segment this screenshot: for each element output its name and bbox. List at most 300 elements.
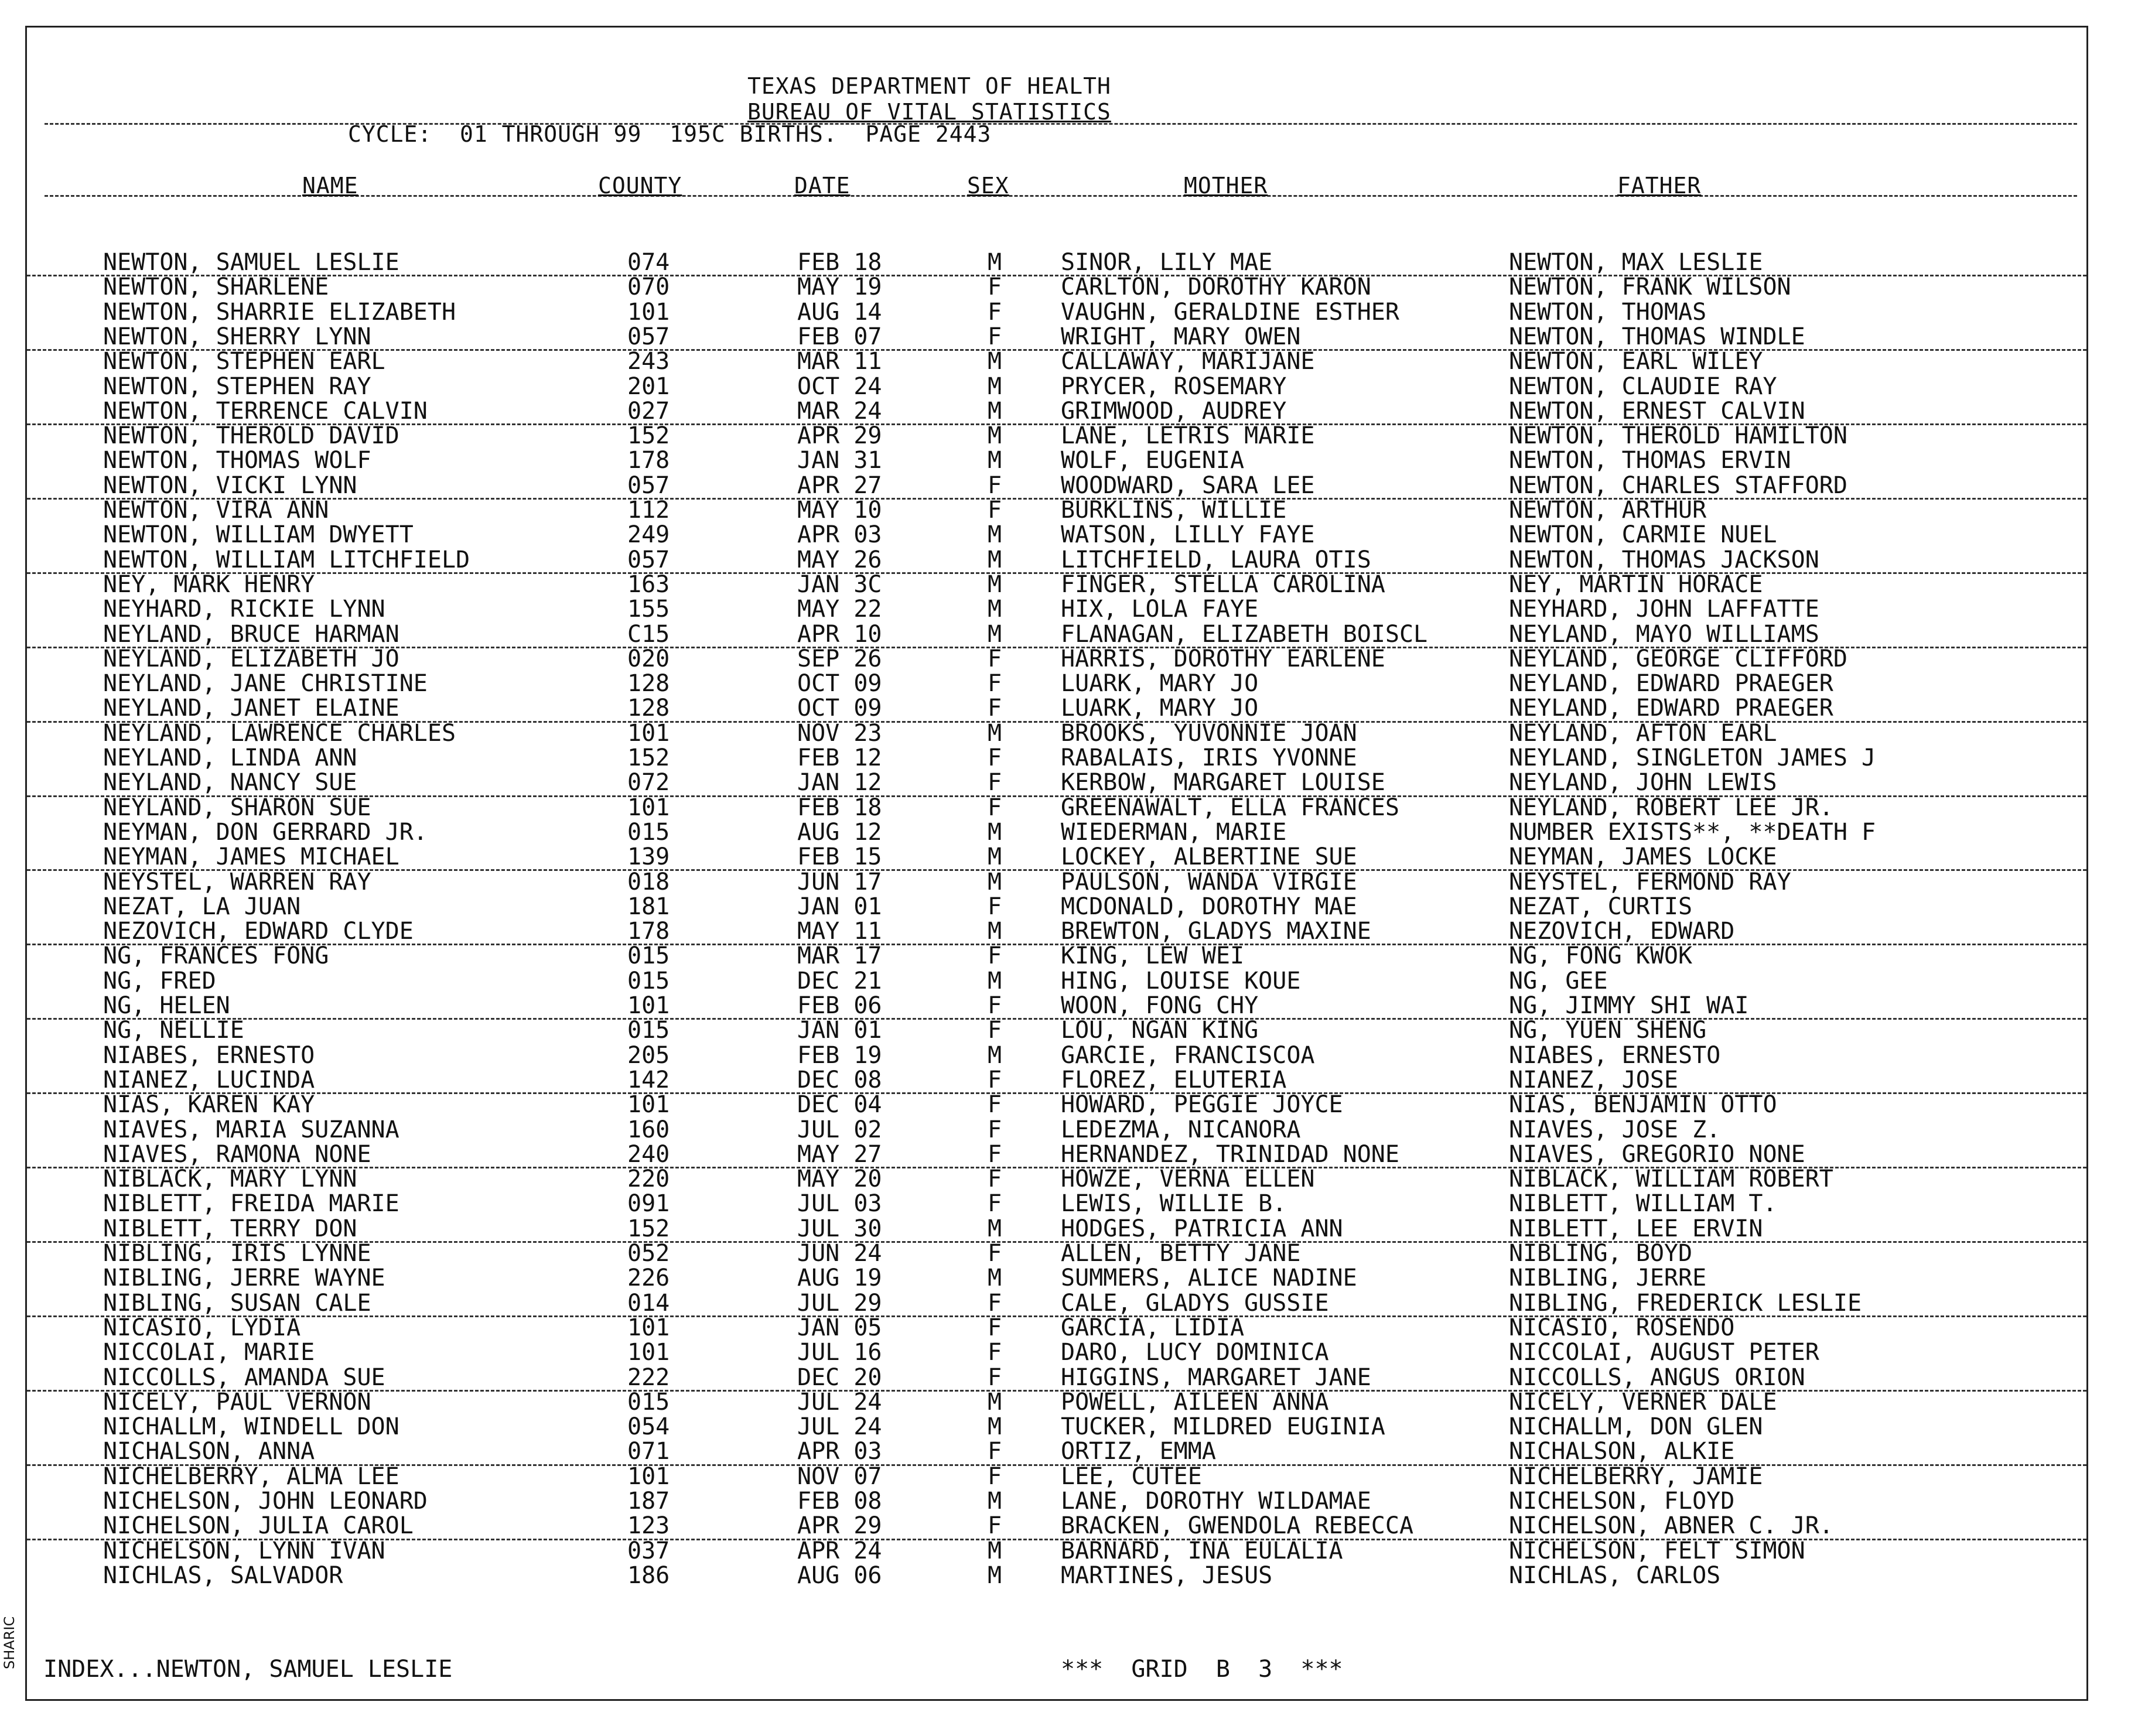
record-county: 201	[627, 373, 670, 400]
record-sex: F	[988, 1314, 1002, 1341]
record-mother: ORTIZ, EMMA	[1061, 1438, 1216, 1465]
footer-index: INDEX...NEWTON, SAMUEL LESLIE	[43, 1656, 453, 1683]
record-name: NEYLAND, ELIZABETH JO	[103, 645, 399, 672]
record-sex: M	[988, 1488, 1002, 1515]
record-date: NOV 23	[797, 719, 882, 747]
record-sex: M	[988, 1388, 1002, 1416]
record-name: NICHLAS, SALVADOR	[103, 1561, 343, 1589]
record-mother: KERBOW, MARGARET LOUISE	[1061, 769, 1385, 797]
table-row	[27, 696, 2086, 722]
record-father: NEYHARD, JOHN LAFFATTE	[1509, 596, 1819, 623]
record-name: NEYLAND, LINDA ANN	[103, 744, 357, 771]
record-father: NICHELBERRY, JAMIE	[1509, 1462, 1763, 1490]
record-sex: M	[988, 596, 1002, 623]
record-county: 226	[627, 1265, 670, 1292]
record-mother: CALE, GLADYS GUSSIE	[1061, 1289, 1329, 1317]
record-sex: M	[988, 570, 1002, 598]
record-name: NICHELSON, JULIA CAROL	[103, 1512, 414, 1540]
record-county: 152	[627, 422, 670, 450]
record-county: 027	[627, 397, 670, 425]
record-sex: F	[988, 769, 1002, 797]
record-county: 101	[627, 1339, 670, 1366]
table-row	[27, 275, 2086, 299]
col-header-date: DATE	[794, 173, 851, 199]
col-header-father: FATHER	[1617, 173, 1702, 199]
record-county: 018	[627, 868, 670, 896]
table-row	[27, 1539, 2086, 1563]
record-sex: M	[988, 918, 1002, 945]
record-date: AUG 06	[797, 1561, 882, 1589]
record-date: APR 03	[797, 1438, 882, 1465]
record-father: NEYLAND, EDWARD PRAEGER	[1509, 695, 1833, 722]
record-father: NEWTON, THOMAS JACKSON	[1509, 546, 1819, 573]
record-county: 181	[627, 893, 670, 920]
record-mother: LUARK, MARY JO	[1061, 695, 1259, 722]
record-father: NUMBER EXISTS**, **DEATH F	[1509, 818, 1876, 846]
record-sex: M	[988, 373, 1002, 400]
record-father: NICCOLLS, ANGUS ORION	[1509, 1363, 1805, 1391]
record-sex: M	[988, 620, 1002, 648]
table-row	[27, 845, 2086, 871]
record-county: 052	[627, 1240, 670, 1267]
record-mother: HIGGINS, MARGARET JANE	[1061, 1363, 1371, 1391]
record-mother: LANE, LETRIS MARIE	[1061, 422, 1315, 450]
record-name: NIBLETT, TERRY DON	[103, 1215, 357, 1242]
record-father: NEYLAND, JOHN LEWIS	[1509, 769, 1777, 797]
record-name: NICASIO, LYDIA	[103, 1314, 301, 1341]
record-date: APR 03	[797, 521, 882, 549]
col-header-mother: MOTHER	[1184, 173, 1268, 199]
record-county: 220	[627, 1166, 670, 1193]
record-mother: BARNARD, INA EULALIA	[1061, 1537, 1343, 1564]
record-name: NG, FRED	[103, 967, 216, 995]
record-county: 015	[627, 967, 670, 995]
record-mother: GREENAWALT, ELLA FRANCES	[1061, 794, 1399, 821]
record-date: JUL 16	[797, 1339, 882, 1366]
record-county: 186	[627, 1561, 670, 1589]
record-county: 015	[627, 818, 670, 846]
table-row	[27, 1043, 2086, 1068]
record-date: APR 29	[797, 1512, 882, 1540]
record-father: NEYLAND, EDWARD PRAEGER	[1509, 670, 1833, 698]
table-row	[27, 324, 2086, 351]
record-sex: M	[988, 1215, 1002, 1242]
record-mother: BURKLINS, WILLIE	[1061, 497, 1287, 524]
table-row	[27, 1439, 2086, 1465]
record-county: 112	[627, 497, 670, 524]
table-row	[27, 423, 2086, 448]
record-mother: HERNANDEZ, TRINIDAD NONE	[1061, 1140, 1399, 1168]
table-row	[27, 944, 2086, 968]
record-name: NEYMAN, DON GERRARD JR.	[103, 818, 428, 846]
table-row	[27, 1563, 2086, 1588]
record-name: NIABES, ERNESTO	[103, 1041, 315, 1069]
record-mother: WIEDERMAN, MARIE	[1061, 818, 1287, 846]
record-father: NG, FONG KWOK	[1509, 942, 1693, 970]
record-mother: HOWZE, VERNA ELLEN	[1061, 1166, 1315, 1193]
record-name: NIBLING, SUSAN CALE	[103, 1289, 371, 1317]
record-name: NICHELSON, LYNN IVAN	[103, 1537, 385, 1564]
record-sex: M	[988, 447, 1002, 474]
record-name: NEY, MARK HENRY	[103, 570, 315, 598]
record-sex: F	[988, 1017, 1002, 1044]
record-county: 015	[627, 1017, 670, 1044]
record-sex: F	[988, 942, 1002, 970]
record-date: AUG 14	[797, 298, 882, 326]
record-county: 070	[627, 274, 670, 301]
record-date: APR 10	[797, 620, 882, 648]
record-name: NEWTON, WILLIAM DWYETT	[103, 521, 414, 549]
record-mother: GRIMWOOD, AUDREY	[1061, 397, 1287, 425]
table-row	[27, 349, 2086, 374]
table-row	[27, 770, 2086, 797]
record-county: 101	[627, 1314, 670, 1341]
record-mother: WOODWARD, SARA LEE	[1061, 471, 1315, 499]
record-father: NEWTON, THOMAS WINDLE	[1509, 323, 1805, 350]
record-name: NIBLETT, FREIDA MARIE	[103, 1190, 399, 1218]
record-sex: M	[988, 397, 1002, 425]
record-name: NIAVES, MARIA SUZANNA	[103, 1116, 399, 1143]
record-father: NICCOLAI, AUGUST PETER	[1509, 1339, 1819, 1366]
record-name: NG, FRANCES FONG	[103, 942, 329, 970]
record-sex: M	[988, 422, 1002, 450]
record-mother: GARCIE, FRANCISCOA	[1061, 1041, 1315, 1069]
record-father: NIABES, ERNESTO	[1509, 1041, 1721, 1069]
record-date: JAN 01	[797, 1017, 882, 1044]
record-father: NG, GEE	[1509, 967, 1608, 995]
record-father: NEWTON, FRANK WILSON	[1509, 274, 1791, 301]
record-father: NIBLACK, WILLIAM ROBERT	[1509, 1166, 1833, 1193]
record-mother: MARTINES, JESUS	[1061, 1561, 1273, 1589]
record-name: NEYLAND, JANET ELAINE	[103, 695, 399, 722]
record-father: NG, YUEN SHENG	[1509, 1017, 1707, 1044]
record-sex: F	[988, 1116, 1002, 1143]
record-sex: F	[988, 670, 1002, 698]
record-date: JUL 03	[797, 1190, 882, 1218]
record-sex: F	[988, 794, 1002, 821]
record-father: NICHLAS, CARLOS	[1509, 1561, 1721, 1589]
record-sex: F	[988, 1289, 1002, 1317]
record-sex: F	[988, 1363, 1002, 1391]
record-mother: SUMMERS, ALICE NADINE	[1061, 1265, 1357, 1292]
table-row	[27, 597, 2086, 621]
record-father: NEYMAN, JAMES LOCKE	[1509, 843, 1777, 871]
record-name: NG, NELLIE	[103, 1017, 244, 1044]
record-sex: M	[988, 843, 1002, 871]
table-row	[27, 374, 2086, 399]
record-date: MAY 27	[797, 1140, 882, 1168]
record-mother: LOU, NGAN KING	[1061, 1017, 1259, 1044]
record-sex: M	[988, 1265, 1002, 1292]
record-date: NOV 07	[797, 1462, 882, 1490]
record-father: NEWTON, THOMAS	[1509, 298, 1707, 326]
footer-grid: *** GRID B 3 ***	[1061, 1656, 1343, 1683]
record-father: NEY, MARTIN HORACE	[1509, 570, 1763, 598]
record-date: JUN 24	[797, 1240, 882, 1267]
record-county: 249	[627, 521, 670, 549]
record-mother: FLANAGAN, ELIZABETH BOISCL	[1061, 620, 1428, 648]
record-mother: SINOR, LILY MAE	[1061, 249, 1273, 276]
table-row	[27, 1464, 2086, 1489]
table-row	[27, 969, 2086, 993]
record-sex: F	[988, 274, 1002, 301]
record-county: 054	[627, 1413, 670, 1441]
record-father: NEYLAND, SINGLETON JAMES J	[1509, 744, 1876, 771]
record-date: JUL 24	[797, 1388, 882, 1416]
record-mother: PAULSON, WANDA VIRGIE	[1061, 868, 1357, 896]
record-father: NEWTON, THEROLD HAMILTON	[1509, 422, 1847, 450]
record-mother: BREWTON, GLADYS MAXINE	[1061, 918, 1371, 945]
record-date: AUG 12	[797, 818, 882, 846]
record-father: NEWTON, CARMIE NUEL	[1509, 521, 1777, 549]
record-name: NEWTON, SAMUEL LESLIE	[103, 249, 399, 276]
record-name: NICCOLLS, AMANDA SUE	[103, 1363, 385, 1391]
table-row	[27, 1167, 2086, 1191]
record-father: NIANEZ, JOSE	[1509, 1066, 1678, 1093]
table-row	[27, 870, 2086, 894]
record-date: FEB 15	[797, 843, 882, 871]
record-name: NEYSTEL, WARREN RAY	[103, 868, 371, 896]
record-date: OCT 24	[797, 373, 882, 400]
record-mother: FLOREZ, ELUTERIA	[1061, 1066, 1287, 1093]
record-sex: M	[988, 348, 1002, 375]
record-date: FEB 07	[797, 323, 882, 350]
record-county: 152	[627, 744, 670, 771]
record-county: 152	[627, 1215, 670, 1242]
record-father: NEWTON, CHARLES STAFFORD	[1509, 471, 1847, 499]
record-father: NEWTON, ERNEST CALVIN	[1509, 397, 1805, 425]
record-county: 020	[627, 645, 670, 672]
record-date: MAR 24	[797, 397, 882, 425]
record-date: FEB 18	[797, 794, 882, 821]
record-name: NEWTON, TERRENCE CALVIN	[103, 397, 428, 425]
record-father: NICHELSON, ABNER C. JR.	[1509, 1512, 1833, 1540]
record-sex: F	[988, 1091, 1002, 1119]
record-mother: LEE, CUTEE	[1061, 1462, 1202, 1490]
record-date: JUN 17	[797, 868, 882, 896]
table-row	[27, 1266, 2086, 1290]
table-row	[27, 1142, 2086, 1168]
record-sex: M	[988, 1537, 1002, 1564]
record-name: NEWTON, SHARLENE	[103, 274, 329, 301]
record-name: NICHALSON, ANNA	[103, 1438, 315, 1465]
record-sex: M	[988, 546, 1002, 573]
record-mother: HODGES, PATRICIA ANN	[1061, 1215, 1343, 1242]
record-sex: F	[988, 497, 1002, 524]
record-mother: LANE, DOROTHY WILDAMAE	[1061, 1488, 1371, 1515]
record-county: 015	[627, 1388, 670, 1416]
record-county: 178	[627, 918, 670, 945]
record-county: 101	[627, 1462, 670, 1490]
table-row	[27, 1315, 2086, 1340]
record-date: DEC 08	[797, 1066, 882, 1093]
record-date: JUL 29	[797, 1289, 882, 1317]
col-header-county: COUNTY	[598, 173, 682, 199]
record-sex: F	[988, 471, 1002, 499]
table-row	[27, 1092, 2086, 1117]
record-county: 072	[627, 769, 670, 797]
record-county: 101	[627, 992, 670, 1019]
table-row	[27, 1118, 2086, 1142]
record-name: NEWTON, STEPHEN EARL	[103, 348, 385, 375]
table-row	[27, 473, 2086, 500]
record-name: NEYLAND, LAWRENCE CHARLES	[103, 719, 456, 747]
header-subtitle: BUREAU OF VITAL STATISTICS	[747, 99, 1111, 125]
table-row	[27, 498, 2086, 522]
record-date: MAR 17	[797, 942, 882, 970]
table-row	[27, 1068, 2086, 1094]
record-sex: F	[988, 1339, 1002, 1366]
record-father: NEZOVICH, EDWARD	[1509, 918, 1735, 945]
record-county: 187	[627, 1488, 670, 1515]
table-row	[27, 647, 2086, 671]
table-row	[27, 1390, 2086, 1414]
record-father: NEYSTEL, FERMOND RAY	[1509, 868, 1791, 896]
record-sex: F	[988, 893, 1002, 920]
record-name: NEYLAND, NANCY SUE	[103, 769, 357, 797]
table-row	[27, 746, 2086, 770]
record-father: NG, JIMMY SHI WAI	[1509, 992, 1749, 1019]
record-name: NICHELBERRY, ALMA LEE	[103, 1462, 399, 1490]
record-name: NEYMAN, JAMES MICHAEL	[103, 843, 399, 871]
table-row	[27, 1489, 2086, 1513]
record-father: NEYLAND, ROBERT LEE JR.	[1509, 794, 1833, 821]
record-mother: POWELL, AILEEN ANNA	[1061, 1388, 1329, 1416]
record-father: NIBLETT, LEE ERVIN	[1509, 1215, 1763, 1242]
table-row	[27, 894, 2086, 919]
record-county: 101	[627, 719, 670, 747]
record-date: APR 29	[797, 422, 882, 450]
table-row	[27, 1414, 2086, 1439]
record-county: 091	[627, 1190, 670, 1218]
record-sex: M	[988, 1041, 1002, 1069]
record-mother: WOON, FONG CHY	[1061, 992, 1259, 1019]
record-name: NICHELSON, JOHN LEONARD	[103, 1488, 428, 1515]
record-name: NEWTON, THEROLD DAVID	[103, 422, 399, 450]
record-date: AUG 19	[797, 1265, 882, 1292]
record-name: NEYLAND, BRUCE HARMAN	[103, 620, 399, 648]
table-row	[27, 721, 2086, 746]
table-row	[27, 820, 2086, 845]
record-sex: M	[988, 249, 1002, 276]
record-date: FEB 12	[797, 744, 882, 771]
table-row	[27, 1216, 2086, 1243]
record-county: 163	[627, 570, 670, 598]
record-father: NIAVES, GREGORIO NONE	[1509, 1140, 1805, 1168]
record-mother: DARO, LUCY DOMINICA	[1061, 1339, 1329, 1366]
table-row	[27, 300, 2086, 324]
record-father: NICHELSON, FELT SIMON	[1509, 1537, 1805, 1564]
record-date: FEB 06	[797, 992, 882, 1019]
record-county: 128	[627, 670, 670, 698]
record-mother: MCDONALD, DOROTHY MAE	[1061, 893, 1357, 920]
record-county: 071	[627, 1438, 670, 1465]
record-name: NEWTON, WILLIAM LITCHFIELD	[103, 546, 470, 573]
record-mother: BROOKS, YUVONNIE JOAN	[1061, 719, 1357, 747]
record-date: JAN 01	[797, 893, 882, 920]
record-mother: LITCHFIELD, LAURA OTIS	[1061, 546, 1371, 573]
record-county: 057	[627, 471, 670, 499]
record-father: NEYLAND, GEORGE CLIFFORD	[1509, 645, 1847, 672]
record-date: MAY 20	[797, 1166, 882, 1193]
record-mother: KING, LEW WEI	[1061, 942, 1245, 970]
record-date: MAY 19	[797, 274, 882, 301]
record-father: NEYLAND, AFTON EARL	[1509, 719, 1777, 747]
record-mother: CALLAWAY, MARIJANE	[1061, 348, 1315, 375]
page-frame	[25, 26, 2088, 1701]
record-sex: M	[988, 1413, 1002, 1441]
record-father: NEYLAND, MAYO WILLIAMS	[1509, 620, 1819, 648]
record-date: JUL 02	[797, 1116, 882, 1143]
table-row	[27, 1513, 2086, 1540]
table-row	[27, 1018, 2086, 1043]
record-name: NEYHARD, RICKIE LYNN	[103, 596, 385, 623]
side-label: SHARIC	[1, 1616, 18, 1669]
record-county: 142	[627, 1066, 670, 1093]
record-date: DEC 20	[797, 1363, 882, 1391]
record-date: FEB 08	[797, 1488, 882, 1515]
table-row	[27, 548, 2086, 574]
record-date: JAN 05	[797, 1314, 882, 1341]
record-name: NICCOLAI, MARIE	[103, 1339, 315, 1366]
record-county: 222	[627, 1363, 670, 1391]
cycle-line: CYCLE: 01 THROUGH 99 195C BIRTHS. PAGE 2443	[348, 121, 992, 147]
record-sex: F	[988, 1438, 1002, 1465]
record-sex: F	[988, 744, 1002, 771]
record-mother: HARRIS, DOROTHY EARLENE	[1061, 645, 1385, 672]
record-date: OCT 09	[797, 670, 882, 698]
record-sex: M	[988, 868, 1002, 896]
record-father: NIBLING, JERRE	[1509, 1265, 1707, 1292]
record-county: 014	[627, 1289, 670, 1317]
table-row	[27, 522, 2086, 547]
record-sex: F	[988, 645, 1002, 672]
record-date: JAN 3C	[797, 570, 882, 598]
record-county: 243	[627, 348, 670, 375]
record-date: DEC 04	[797, 1091, 882, 1119]
record-county: 128	[627, 695, 670, 722]
record-father: NIBLING, FREDERICK LESLIE	[1509, 1289, 1862, 1317]
record-date: MAY 22	[797, 596, 882, 623]
record-mother: HIX, LOLA FAYE	[1061, 596, 1259, 623]
record-name: NEYLAND, JANE CHRISTINE	[103, 670, 428, 698]
record-date: JAN 31	[797, 447, 882, 474]
table-row	[27, 671, 2086, 696]
record-father: NIBLETT, WILLIAM T.	[1509, 1190, 1777, 1218]
record-date: JUL 24	[797, 1413, 882, 1441]
record-mother: BRACKEN, GWENDOLA REBECCA	[1061, 1512, 1414, 1540]
header-title: TEXAS DEPARTMENT OF HEALTH	[747, 73, 1111, 99]
record-name: NEWTON, VICKI LYNN	[103, 471, 357, 499]
record-sex: F	[988, 1512, 1002, 1540]
record-county: 101	[627, 298, 670, 326]
record-mother: PRYCER, ROSEMARY	[1061, 373, 1287, 400]
record-county: 139	[627, 843, 670, 871]
record-county: 155	[627, 596, 670, 623]
record-father: NICASIO, ROSENDO	[1509, 1314, 1735, 1341]
record-name: NG, HELEN	[103, 992, 230, 1019]
record-county: 240	[627, 1140, 670, 1168]
record-county: 057	[627, 546, 670, 573]
record-mother: LEWIS, WILLIE B.	[1061, 1190, 1287, 1218]
record-father: NICHALSON, ALKIE	[1509, 1438, 1735, 1465]
record-date: APR 24	[797, 1537, 882, 1564]
record-father: NEWTON, EARL WILEY	[1509, 348, 1763, 375]
record-mother: ALLEN, BETTY JANE	[1061, 1240, 1301, 1267]
table-row	[27, 919, 2086, 945]
record-name: NIAVES, RAMONA NONE	[103, 1140, 371, 1168]
record-sex: M	[988, 967, 1002, 995]
